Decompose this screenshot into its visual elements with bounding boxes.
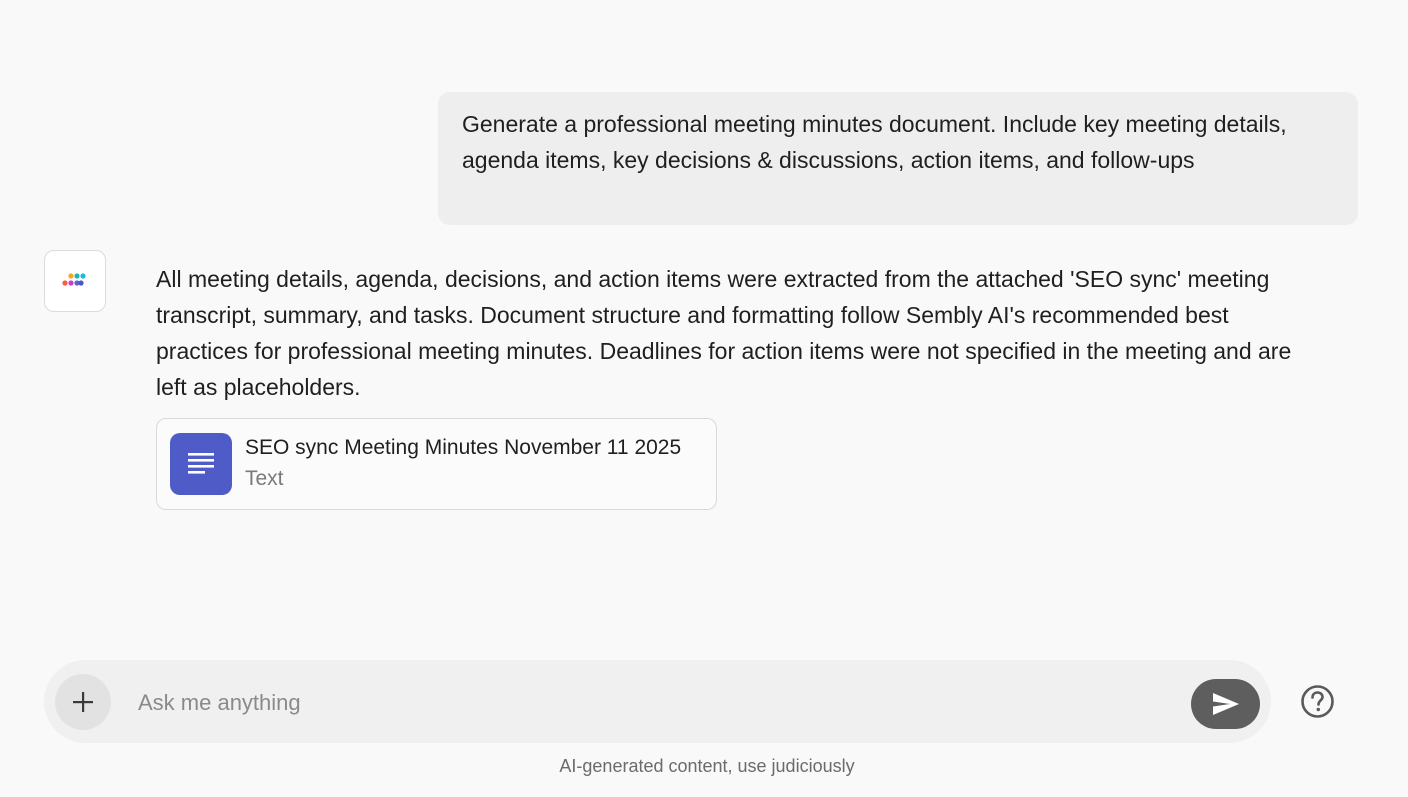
assistant-message: All meeting details, agenda, decisions, and action items were extracted from the attached 'SEO sync' meeting transcript, summary, and tasks. Document structure and formatting follow Sembly AI's recommended best practices for professional meeting minutes. Deadlines for action items were not specified in the meeting and are left as placeholders. — [156, 266, 1292, 400]
ai-disclaimer: AI-generated content, use judiciously — [559, 756, 855, 776]
attachment-title: SEO sync Meeting Minutes November 11 2025 — [245, 436, 682, 459]
user-message: Generate a professional meeting minutes document. Include key meeting details, agenda items, key decisions & discussions, action items, and follow-ups — [438, 92, 1358, 225]
composer-bar — [44, 660, 1271, 743]
attachment-type: Text — [245, 467, 284, 490]
help-button[interactable] — [1300, 684, 1335, 719]
sembly-logo-icon — [61, 271, 89, 291]
plus-icon — [72, 691, 94, 713]
document-attachment-card[interactable] — [156, 418, 717, 510]
send-button[interactable] — [1191, 679, 1260, 729]
send-icon — [1212, 692, 1240, 716]
add-attachment-button[interactable] — [55, 674, 111, 730]
assistant-avatar — [44, 250, 106, 312]
help-circle-icon — [1300, 684, 1335, 719]
document-icon — [170, 433, 232, 495]
chat-input[interactable] — [136, 682, 1180, 724]
